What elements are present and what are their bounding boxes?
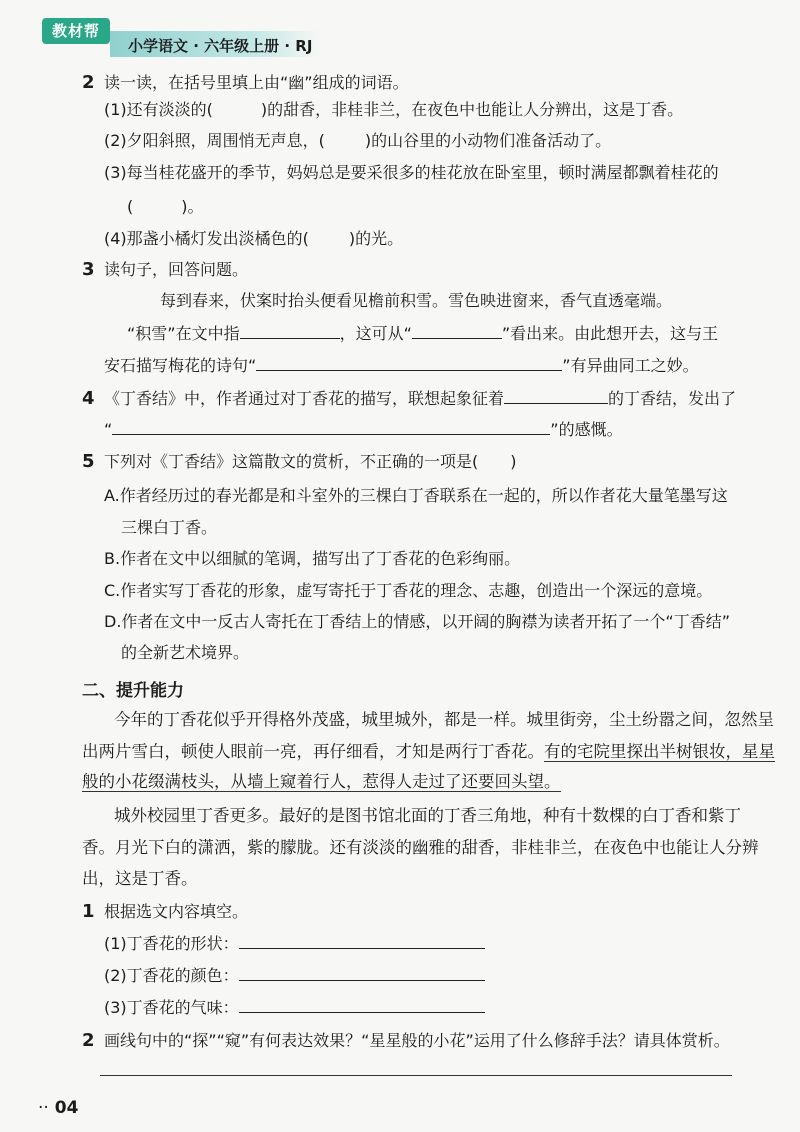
section-title: 二、提升能力 <box>82 681 184 701</box>
page-number: ·· 04 <box>38 1098 79 1118</box>
answer-blank[interactable] <box>112 420 550 435</box>
fill-line: 安石描写梅花的诗句“ ”有异曲同工之妙。 <box>104 356 699 375</box>
answer-blank[interactable] <box>504 389 608 404</box>
question-prompt: 读一读，在括号里填上由“幽”组成的词语。 <box>104 73 409 92</box>
fill-line: “积雪”在文中指 ，这可从“ ”看出来。由此想开去，这与王 <box>127 324 719 343</box>
fill-item: ( )。 <box>127 197 204 216</box>
question-number: 1 <box>82 901 95 922</box>
question-number: 4 <box>82 388 95 409</box>
fill-item: (2)丁香花的颜色： <box>104 966 485 986</box>
brand-logo: 教材帮 <box>42 18 110 44</box>
option-d: D.作者在文中一反古人寄托在丁香结上的情感，以开阔的胸襟为读者开拓了一个“丁香结” <box>104 612 730 631</box>
question-prompt: 画线句中的“探”“窥”有何表达效果？“星星般的小花”运用了什么修辞手法？请具体赏析。 <box>104 1031 730 1050</box>
answer-blank[interactable] <box>256 356 562 371</box>
passage-line: 出两片雪白，顿使人眼前一亮，再仔细看，才知是两行丁香花。有的宅院里探出半树银妆，星星 <box>82 742 775 761</box>
fill-line: “ ”的感慨。 <box>104 420 623 439</box>
underlined-sentence: 有的宅院里探出半树银妆，星星 <box>544 742 775 761</box>
answer-line[interactable] <box>100 1075 732 1076</box>
quote-text: 每到春来，伏案时抬头便看见檐前积雪。雪色映进窗来，香气直透毫端。 <box>160 291 673 310</box>
question-prompt: 读句子，回答问题。 <box>104 260 249 279</box>
question-number: 2 <box>82 72 95 93</box>
option-a-cont: 三棵白丁香。 <box>121 518 218 537</box>
fill-line: 《丁香结》中，作者通过对丁香花的描写，联想起象征着 的丁香结，发出了 <box>104 389 737 408</box>
question-number: 3 <box>82 259 95 280</box>
passage-line: 今年的丁香花似乎开得格外茂盛，城里城外，都是一样。城里街旁，尘土纷嚣之间，忽然呈 <box>114 710 774 729</box>
question-number: 2 <box>82 1030 95 1051</box>
answer-blank[interactable] <box>239 966 485 981</box>
fill-item: (2)夕阳斜照，周围悄无声息，( )的山谷里的小动物们准备活动了。 <box>104 131 612 150</box>
answer-blank[interactable] <box>239 998 485 1013</box>
option-d-cont: 的全新艺术境界。 <box>121 643 250 662</box>
passage-line <box>82 772 561 792</box>
book-title: 小学语文 · 六年级上册 · RJ <box>128 37 313 55</box>
fill-item: (1)还有淡淡的( )的甜香，非桂非兰，在夜色中也能让人分辨出，这是丁香。 <box>104 100 684 119</box>
option-c: C.作者实写丁香花的形象，虚写寄托于丁香花的理念、志趣，创造出一个深远的意境。 <box>104 581 713 600</box>
question-prompt: 根据选文内容填空。 <box>104 902 249 921</box>
fill-item: (3)丁香花的气味： <box>104 998 485 1018</box>
fill-item: (3)每当桂花盛开的季节，妈妈总是要采很多的桂花放在卧室里，顿时满屋都飘着桂花的 <box>104 163 719 182</box>
fill-item: (1)丁香花的形状： <box>104 934 485 954</box>
answer-blank[interactable] <box>240 324 340 339</box>
passage-line: 城外校园里丁香更多。最好的是图书馆北面的丁香三角地，种有十数棵的白丁香和紫丁 <box>114 806 741 825</box>
passage-line: 香。月光下白的潇洒，紫的朦胧。还有淡淡的幽雅的甜香，非桂非兰，在夜色中也能让人分辨 <box>82 838 759 857</box>
question-number: 5 <box>82 451 95 472</box>
answer-blank[interactable] <box>412 324 502 339</box>
option-a: A.作者经历过的春光都是和斗室外的三棵白丁香联系在一起的，所以作者花大量笔墨写这 <box>104 486 728 505</box>
fill-item: (4)那盏小橘灯发出淡橘色的( )的光。 <box>104 229 404 248</box>
option-b: B.作者在文中以细腻的笔调，描写出了丁香花的色彩绚丽。 <box>104 549 521 568</box>
answer-blank[interactable] <box>239 934 485 949</box>
passage-line: 出，这是丁香。 <box>82 869 198 888</box>
question-prompt: 下列对《丁香结》这篇散文的赏析，不正确的一项是( ) <box>104 452 517 471</box>
underlined-sentence: 般的小花缀满枝头，从墙上窥着行人，惹得人走过了还要回头望。 <box>82 772 561 791</box>
